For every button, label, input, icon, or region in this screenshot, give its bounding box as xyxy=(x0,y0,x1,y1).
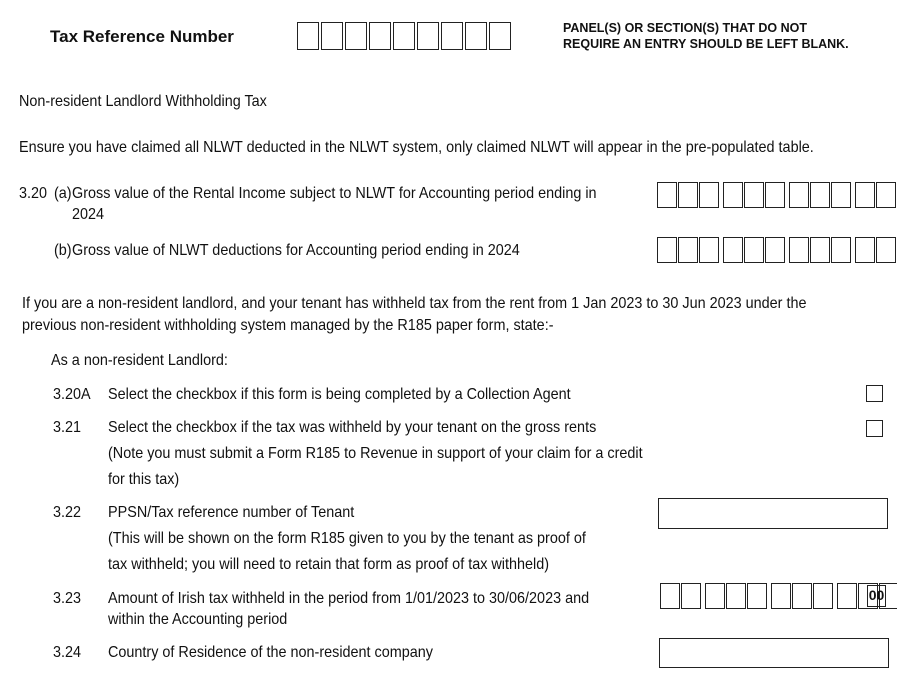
q320b-text: Gross value of NLWT deductions for Accounting period ending in 2024 xyxy=(72,242,520,259)
item-text-line: tax withheld; you will need to retain that form as proof of tax withheld) xyxy=(108,556,550,573)
item-text-line: PPSN/Tax reference number of Tenant xyxy=(108,504,355,521)
item-number: 3.24 xyxy=(53,644,82,661)
q320-number: 3.20 xyxy=(19,185,48,202)
item-text-line: Amount of Irish tax withheld in the period from 1/01/2023 to 30/06/2023 and xyxy=(108,590,590,607)
intro-line2: previous non-resident withholding system managed by the R185 paper form, state:- xyxy=(22,317,554,334)
tenant-ppsn-input[interactable] xyxy=(658,498,888,529)
item-number: 3.22 xyxy=(53,504,82,521)
item-text-line: within the Accounting period xyxy=(108,611,288,628)
country-of-residence-input[interactable] xyxy=(659,638,889,668)
subheading: As a non-resident Landlord: xyxy=(51,352,228,369)
tax-withheld-checkbox[interactable] xyxy=(866,420,883,437)
item-number: 3.21 xyxy=(53,419,82,436)
q320a-text-line1: Gross value of the Rental Income subject to NLWT for Accounting period ending in xyxy=(72,185,597,202)
item-text-line: Select the checkbox if the tax was withheld by your tenant on the gross rents xyxy=(108,419,597,436)
q320b-label: (b) xyxy=(54,242,72,259)
item-text-line: (This will be shown on the form R185 given to you by the tenant as proof of xyxy=(108,530,586,547)
item-number: 3.23 xyxy=(53,590,82,607)
tax-reference-label: Tax Reference Number xyxy=(50,27,234,46)
tax-reference-input[interactable] xyxy=(297,22,513,50)
blank-panels-notice: PANEL(S) OR SECTION(S) THAT DO NOT REQUIRE AN ENTRY SHOULD BE LEFT BLANK. xyxy=(563,21,849,51)
section-title: Non-resident Landlord Withholding Tax xyxy=(19,93,267,110)
item-text-line: Country of Residence of the non-resident company xyxy=(108,644,433,661)
q320a-text-line2: 2024 xyxy=(72,206,105,223)
item-number: 3.20A xyxy=(53,386,91,403)
item-text-line: Select the checkbox if this form is being completed by a Collection Agent xyxy=(108,386,571,403)
intro-line1: If you are a non-resident landlord, and your tenant has withheld tax from the rent from 1 Jan 2023 to 30 Jun 2023 under the xyxy=(22,295,807,312)
q320a-amount-input[interactable] xyxy=(657,182,897,208)
irish-tax-withheld-input[interactable] xyxy=(660,583,897,609)
collection-agent-checkbox[interactable] xyxy=(866,385,883,402)
decimal-cents-suffix: 00 xyxy=(867,585,886,607)
item-text-line: (Note you must submit a Form R185 to Revenue in support of your claim for a credit xyxy=(108,445,643,462)
item-text-line: for this tax) xyxy=(108,471,180,488)
q320b-amount-input[interactable] xyxy=(657,237,897,263)
q320a-label: (a) xyxy=(54,185,72,202)
section-instruction: Ensure you have claimed all NLWT deducted in the NLWT system, only claimed NLWT will appear in the pre-populated table. xyxy=(19,139,814,156)
